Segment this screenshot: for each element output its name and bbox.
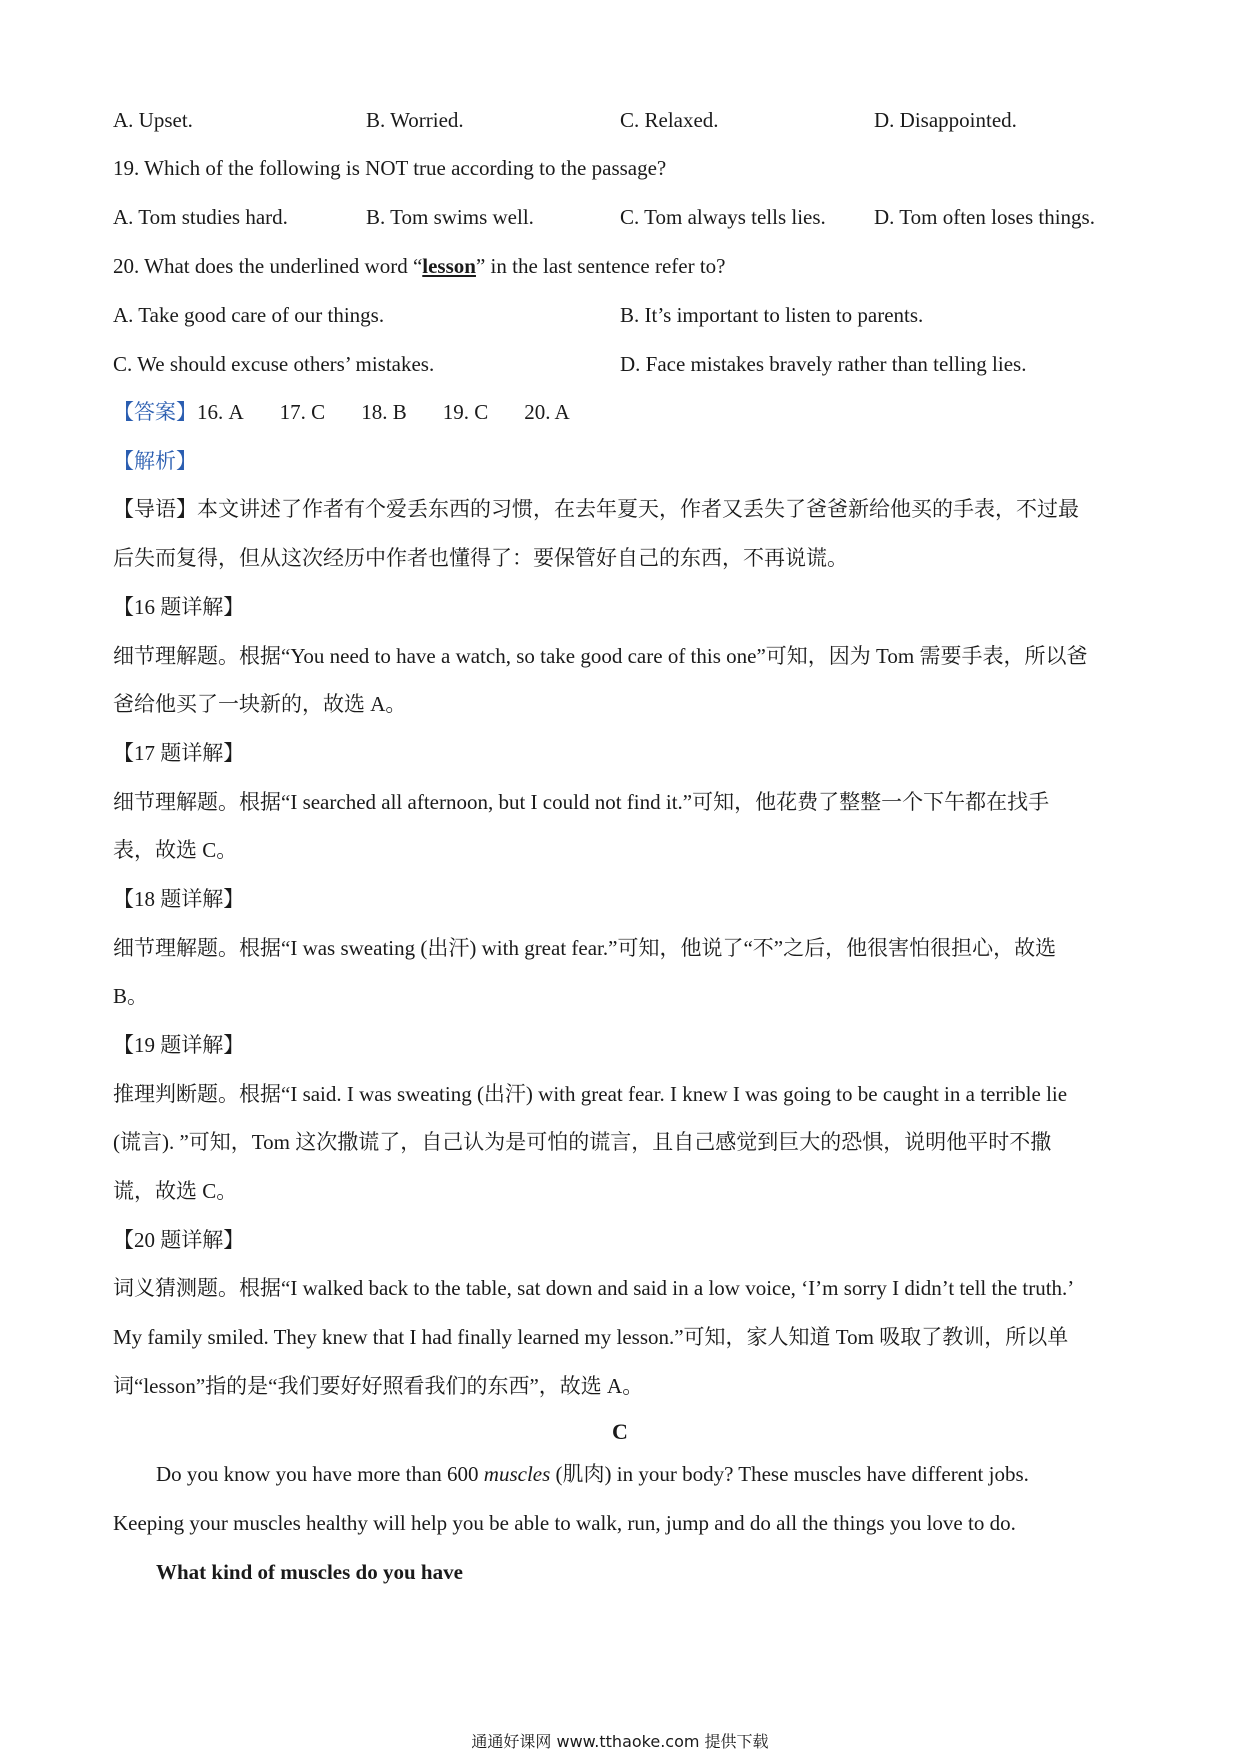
detail-16-line-1: 细节理解题。根据“You need to have a watch, so take good care of this one”可知，因为 Tom 需要手表，所以爸 xyxy=(113,644,1088,668)
section-c-paragraph-line-2: Keeping your muscles healthy will help you be able to walk, run, jump and do all the things you love to do. xyxy=(113,1511,1016,1535)
detail-18-line-1: 细节理解题。根据“I was sweating (出汗) with great fear.”可知，他说了“不”之后，他很害怕很担心，故选 xyxy=(113,936,1057,960)
detail-20-line-1: 词义猜测题。根据“I walked back to the table, sat down and said in a low voice, ‘I’m sorry I didn’t tell the truth.’ xyxy=(113,1276,1075,1300)
q20-option-b: B. It’s important to listen to parents. xyxy=(620,303,924,327)
detail-16-heading: 【16 题详解】 xyxy=(113,595,245,619)
detail-19-line-1: 推理判断题。根据“I said. I was sweating (出汗) with great fear. I knew I was going to be caught in a terrible lie xyxy=(113,1082,1068,1106)
answer-label: 【答案】 xyxy=(113,400,197,424)
section-c-subheading: What kind of muscles do you have xyxy=(156,1560,463,1584)
section-c-p1-pre: Do you know you have more than 600 xyxy=(156,1462,484,1486)
q18-option-a: A. Upset. xyxy=(113,108,193,132)
detail-17-line-2: 表，故选 C。 xyxy=(113,838,238,862)
q20-question-post: ” in the last sentence refer to? xyxy=(475,254,726,278)
section-c-p1-italic-word: muscles xyxy=(483,1462,551,1486)
detail-20-line-3: 词“lesson”指的是“我们要好好照看我们的东西”，故选 A。 xyxy=(113,1374,644,1398)
q20-option-c: C. We should excuse others’ mistakes. xyxy=(113,352,435,376)
answer-line xyxy=(113,397,606,427)
detail-18-heading: 【18 题详解】 xyxy=(113,887,245,911)
detail-18-line-2: B。 xyxy=(113,984,149,1008)
answer-item: 19. C xyxy=(442,400,489,424)
guide-line-1: 【导语】本文讲述了作者有个爱丢东西的习惯，在去年夏天，作者又丢失了爸爸新给他买的手表，不过最 xyxy=(113,497,1079,521)
q18-option-d: D. Disappointed. xyxy=(874,108,1017,132)
section-c-p1-post: (肌肉) in your body? These muscles have different jobs. xyxy=(550,1462,1029,1486)
detail-16-line-2: 爸给他买了一块新的，故选 A。 xyxy=(113,692,407,716)
answer-item: 17. C xyxy=(279,400,326,424)
detail-17-heading: 【17 题详解】 xyxy=(113,741,245,765)
detail-20-line-2: My family smiled. They knew that I had finally learned my lesson.”可知，家人知道 Tom 吸取了教训，所以单 xyxy=(113,1325,1069,1349)
answer-item: 16. A xyxy=(197,400,244,424)
answer-item: 18. B xyxy=(361,400,407,424)
detail-19-line-3: 谎，故选 C。 xyxy=(113,1179,238,1203)
analysis-label: 【解析】 xyxy=(113,449,197,473)
q19-option-d: D. Tom often loses things. xyxy=(874,205,1095,229)
guide-line-2: 后失而复得，但从这次经历中作者也懂得了：要保管好自己的东西，不再说谎。 xyxy=(113,546,848,570)
answer-item: 20. A xyxy=(524,400,570,424)
page-footer: 通通好课网 www.tthaoke.com 提供下载 xyxy=(471,1732,769,1751)
q20-underlined-word: lesson xyxy=(422,254,476,278)
q19-option-b: B. Tom swims well. xyxy=(366,205,534,229)
q20-option-d: D. Face mistakes bravely rather than telling lies. xyxy=(620,352,1027,376)
q18-option-c: C. Relaxed. xyxy=(620,108,719,132)
detail-19-heading: 【19 题详解】 xyxy=(113,1033,245,1057)
q19-question: 19. Which of the following is NOT true according to the passage? xyxy=(113,156,667,180)
q19-option-c: C. Tom always tells lies. xyxy=(620,205,826,229)
detail-17-line-1: 细节理解题。根据“I searched all afternoon, but I could not find it.”可知，他花费了整整一个下午都在找手 xyxy=(113,790,1050,814)
q18-option-b: B. Worried. xyxy=(366,108,464,132)
q20-question xyxy=(113,251,726,281)
detail-19-line-2: (谎言). ”可知，Tom 这次撒谎了，自己认为是可怕的谎言，且自己感觉到巨大的恐惧，说明他平时不撒 xyxy=(113,1130,1052,1154)
section-c-paragraph-line-1 xyxy=(156,1459,1029,1489)
detail-20-heading: 【20 题详解】 xyxy=(113,1228,245,1252)
q20-question-pre: 20. What does the underlined word “ xyxy=(113,254,423,278)
q20-option-a: A. Take good care of our things. xyxy=(113,303,385,327)
section-c-heading: C xyxy=(612,1419,628,1444)
q19-option-a: A. Tom studies hard. xyxy=(113,205,288,229)
